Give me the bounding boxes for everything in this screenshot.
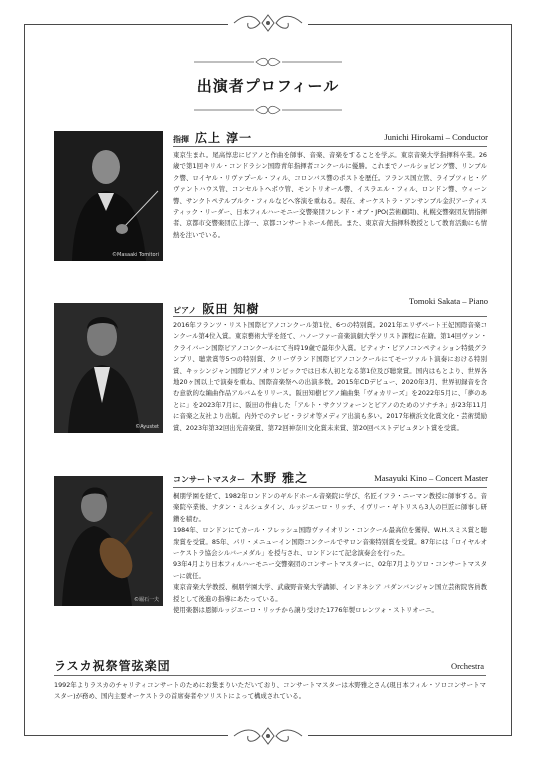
name-en: Tomoki Sakata – Piano xyxy=(409,296,488,306)
concertmaster-photo xyxy=(54,476,163,606)
conductor-bio: 東京生まれ。尾高惇忠にピアノと作曲を師事、音楽、音楽をすることを学ぶ。東京音楽大学指揮科卒業。26歳で第1回キリル・コンドラシン国際青年指揮者コンクールに優勝。これまでノールショピング響、リンブルク響、ロイヤル・リヴァプール・フィル、コロンバス響のポストを歴任。フランス国立管、ライプツィヒ・ゲヴァントハウス管、コンセルトヘボウ管、モントリオール響、イスラエル・フィル、ロンドン響、ウィーン響、サンクトペテルブルク・フィルなどへ客演を重ねる。現在、オーケストラ・アンサンブル金沢アーティスティック・リーダー、日本フィルハーモニー交響楽団フレンド・オブ・JPO(芸術顧問)、札幌交響楽団友情指揮者、京都市交響楽団広上淳一、京都コンサートホール館長。また、東京音大指揮科教授として教育活動にも情熱を注いでいる。 xyxy=(173,151,487,239)
bio-paragraph: 1984年、ロンドンにてカール・フレッシュ国際ヴァイオリン・コンクール最高位を獲得、W.H.スミス賞と聴衆賞を受賞。85年、パリ・メニューイン国際コンクールでサロン音楽特別賞を受賞。87年には「ロイヤルオーケストラ協会シルバーメダル」を授与され、ロンドンにて記念演奏会を行った。 xyxy=(173,526,487,558)
concertmaster-bio xyxy=(173,491,487,616)
pianist-bio: 2016年フランツ・リスト国際ピアノコンクール第1位、6つの特別賞。2021年エリザベート王妃国際音楽コンクール第4位入賞。東京藝術大学を経て、ハノーファー音楽演劇大学ソリスト課程に在籍。第14回ヴァン・クライバーン国際ピアノコンクールにて当時19歳で最年少入賞。ピティナ・ピアノコンペティション特級グランプリ、聴衆賞等5つの特別賞、クリーヴランド国際ピアノコンクールにてモーツァルト演奏における特別賞、キッシンジャン国際ピアノオリンピックでは日本人初となる第1位及び聴衆賞。国内はもとより、世界各地20ヶ国以上で演奏を重ね、国際音楽祭への出演多数。2015年CDデビュー、2020年3月、世界初録音を含む意欲的な編曲作品アルバムをリリース。阪田知樹ピアノ編曲集「ヴォカリーズ」を2022年5月に、「夢のあとに」を2023年7月に、阪田の作曲した「アルト・サクソフォーンとピアノのためのソナチネ」が23年11月に音楽之友社より出版。内外でのテレビ・ラジオ等メディア出演も多い。2017年横浜文化賞文化・芸術奨励賞、2023年第32回出光音楽賞、第72回神奈川文化賞未来賞、第20回ベストデビュタント賞を受賞。 xyxy=(173,321,487,432)
conductor-name-line xyxy=(173,129,252,146)
pianist-name-line xyxy=(173,300,260,317)
pianist-photo xyxy=(54,303,163,433)
title-bottom-rule-icon xyxy=(190,105,346,115)
divider xyxy=(173,316,487,317)
title-top-rule-icon xyxy=(190,57,346,67)
name-en: Masayuki Kino – Concert Master xyxy=(374,473,488,483)
page-title: 出演者プロフィール xyxy=(196,77,340,95)
conductor-photo xyxy=(54,131,163,261)
bio-paragraph: 東京音楽大学教授、桐朋学園大学、武蔵野音楽大学講師、インドネシア バダンバンジャン国立芸術院客員教授として後進の指導にあたっている。 xyxy=(173,583,487,603)
role-label: 指揮 xyxy=(173,135,189,144)
orchestra-name-en: Orchestra xyxy=(450,661,484,671)
role-label: コンサートマスター xyxy=(173,475,245,484)
orchestra-name: ラスカ祝祭管弦楽団 xyxy=(54,659,171,673)
title-block xyxy=(190,52,346,119)
orchestra-bio: 1992年よりラスカのチャリティコンサートのためにお集まりいただいており、コンサートマスターは木野雅之さん(現日本フィル・ソロコンサートマスター)が務め、国内主要オーケストラの首席奏者やソリストによって構成されている。 xyxy=(54,681,486,701)
name-ja: 広上 淳一 xyxy=(195,131,253,145)
divider xyxy=(54,675,486,676)
divider xyxy=(173,146,487,147)
name-en: Junichi Hirokami – Conductor xyxy=(384,132,488,142)
bottom-ornament-icon xyxy=(228,724,308,748)
concertmaster-name-line xyxy=(173,469,308,486)
bio-paragraph: 使用楽器は恩師ルッジエーロ・リッチから譲り受けた1776年製ロレンツォ・ストリオーニ。 xyxy=(173,606,438,615)
bio-paragraph: 93年4月より日本フィルハーモニー交響楽団のコンサートマスターに、02年7月よりソロ・コンサートマスターに就任。 xyxy=(173,560,487,580)
name-ja: 阪田 知樹 xyxy=(202,302,260,316)
name-ja: 木野 雅之 xyxy=(251,471,309,485)
photo-credit: ©堀石一夫 xyxy=(133,597,159,603)
top-ornament-icon xyxy=(228,10,308,36)
photo-credit: ©Ayustet xyxy=(135,424,159,430)
photo-credit: ©Masaaki Tomitori xyxy=(112,252,159,258)
role-label: ピアノ xyxy=(173,306,197,315)
divider xyxy=(173,487,487,488)
bio-paragraph: 桐朋学園を経て、1982年ロンドンのギルドホール音楽院に学び、名匠イフラ・ニーマン教授に師事する。音楽院卒業後、ナタン・ミルシュタイン、ルッジエーロ・リッチ、イヴリー・ギトリスら3人の巨匠に師事し研鑽を積む。 xyxy=(173,492,487,523)
